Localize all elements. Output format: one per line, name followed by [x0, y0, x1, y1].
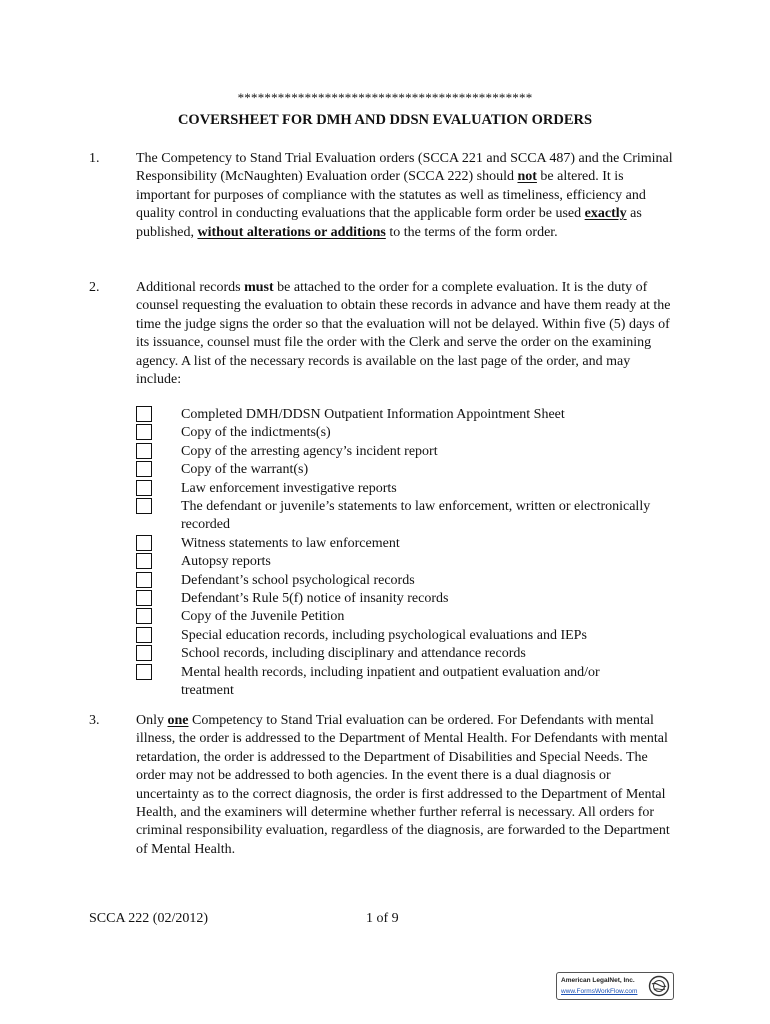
checklist-item: The defendant or juvenile’s statements to law enforcement, written or electronically recorded [136, 498, 656, 535]
checkbox[interactable] [136, 664, 152, 680]
checkbox[interactable] [136, 461, 152, 477]
checkbox[interactable] [136, 443, 152, 459]
checklist-item: Special education records, including psychological evaluations and IEPs [136, 627, 656, 645]
checkbox[interactable] [136, 572, 152, 588]
checklist-item: Defendant’s school psychological records [136, 572, 656, 590]
checklist-item: Mental health records, including inpatient and outpatient evaluation and/or treatment [136, 664, 656, 701]
emphasis-one: one [167, 713, 189, 728]
item-3-text: Only one Competency to Stand Trial evaluation can be ordered. For Defendants with mental illness, the order is addressed to the Department of Mental Health. For Defendants with mental retardation, the order is addressed to the Department of Disabilities and Special Needs. The order may not be addressed to both agencies. In the event there is a dual diagnosis or uncertainty as to the correct diagnosis, the order is first addressed to the Department of Mental Health, and the examiners will determine whether further referral is necessary. All orders for criminal responsibility evaluation, regardless of the diagnosis, are forwarded to the Department of Mental Health. [136, 713, 670, 857]
logo-name: American LegalNet, Inc. [561, 977, 635, 984]
checkbox[interactable] [136, 645, 152, 661]
item-3-number: 3. [89, 713, 100, 728]
logo-url[interactable]: www.FormsWorkFlow.com [561, 988, 638, 995]
form-id: SCCA 222 (02/2012) [89, 911, 209, 926]
globe-icon [648, 975, 670, 997]
checkbox[interactable] [136, 627, 152, 643]
header-stars: ******************************************** [237, 90, 533, 105]
checkbox[interactable] [136, 590, 152, 606]
emphasis-exactly: exactly [584, 206, 627, 222]
checkbox[interactable] [136, 608, 152, 624]
item-1-number: 1. [89, 151, 100, 166]
emphasis-without-alterations: without alterations or additions [197, 224, 386, 240]
checkbox[interactable] [136, 553, 152, 569]
checklist-item: Law enforcement investigative reports [136, 480, 656, 498]
emphasis-must: must [244, 280, 274, 295]
checklist-item: Defendant’s Rule 5(f) notice of insanity records [136, 590, 656, 608]
checklist-item: School records, including disciplinary and attendance records [136, 645, 656, 663]
item-2-text: Additional records must be attached to the order for a complete evaluation. It is the duty of counsel requesting the evaluation to obtain these records in advance and have them ready at the time the judge signs the order so that the evaluation will not be delayed. Within five (5) days of its issuance, counsel must file the order with the Clerk and serve the order on the examining agency. A list of the necessary records is available on the last page of the order, and may include: [136, 280, 671, 388]
item-2-number: 2. [89, 280, 100, 295]
publisher-logo[interactable] [556, 972, 674, 1000]
checkbox[interactable] [136, 498, 152, 514]
item-1-text: The Competency to Stand Trial Evaluation orders (SCCA 221 and SCCA 487) and the Criminal Responsibility (McNaughten) Evaluation order (SCCA 222) should not be altered. It is important for purposes of compliance with the statutes as well as timeliness, efficiency and quality control in conducting evaluations that the applicable form order be used exactly as published, without alterations or additions to the terms of the form order. [136, 151, 673, 240]
records-checklist [136, 406, 656, 701]
checklist-item: Copy of the Juvenile Petition [136, 608, 656, 626]
emphasis-not: not [517, 169, 537, 185]
checkbox[interactable] [136, 480, 152, 496]
checklist-item: Copy of the arresting agency’s incident report [136, 443, 656, 461]
checkbox[interactable] [136, 406, 152, 422]
checklist-item: Completed DMH/DDSN Outpatient Information Appointment Sheet [136, 406, 656, 424]
checklist-item: Copy of the indictments(s) [136, 424, 656, 442]
checklist-item: Copy of the warrant(s) [136, 461, 656, 479]
page-number: 1 of 9 [366, 911, 399, 926]
page-title: COVERSHEET FOR DMH AND DDSN EVALUATION ORDERS [177, 112, 593, 128]
checkbox[interactable] [136, 535, 152, 551]
checklist-item: Witness statements to law enforcement [136, 535, 656, 553]
checklist-item: Autopsy reports [136, 553, 656, 571]
checkbox[interactable] [136, 424, 152, 440]
